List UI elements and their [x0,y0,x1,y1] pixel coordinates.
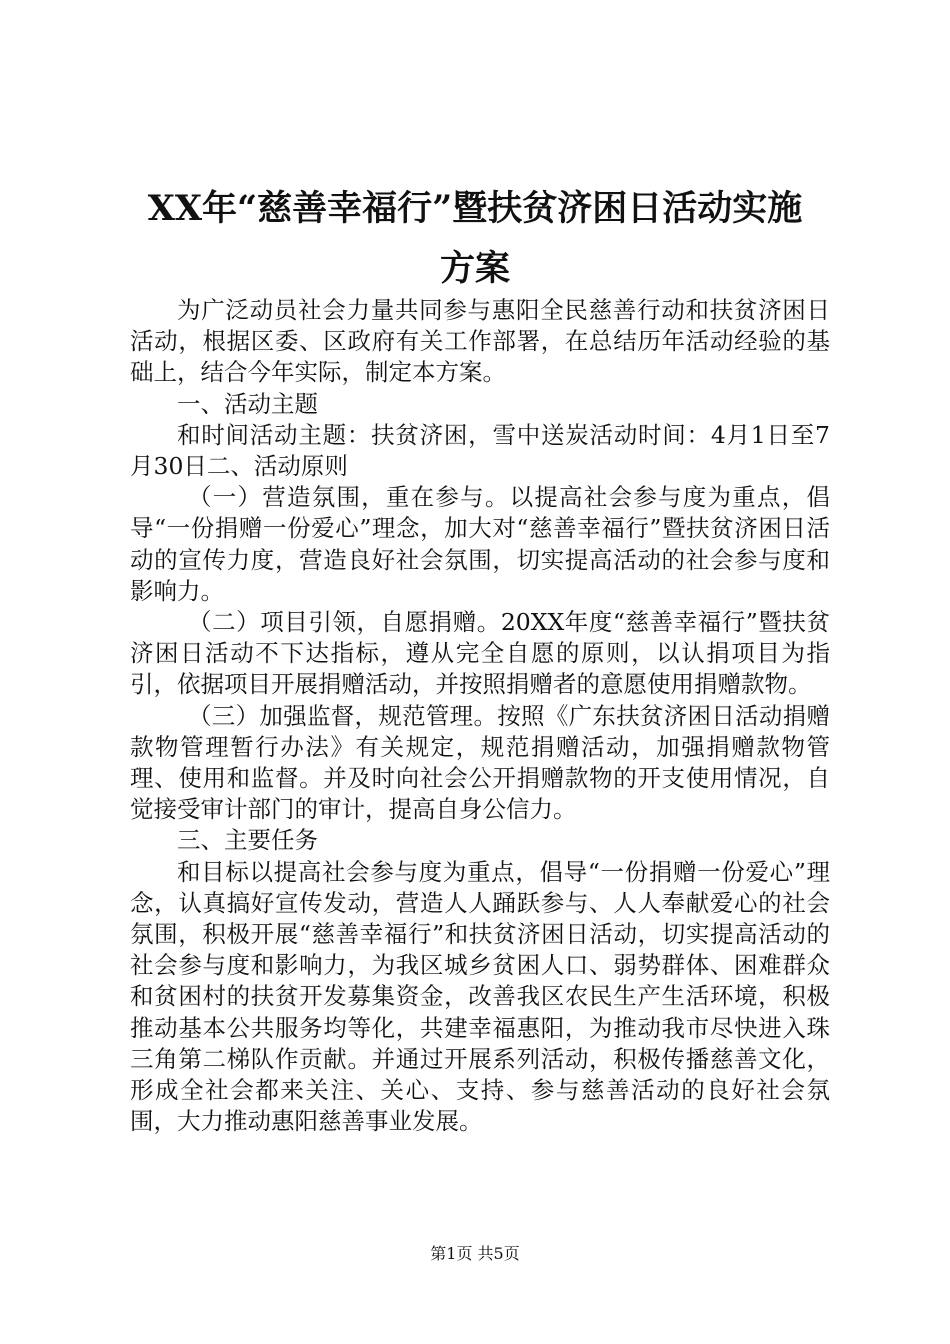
principle-1-paragraph: （一）营造氛围，重在参与。以提高社会参与度为重点，倡导“一份捐赠一份爱心”理念，加大对“慈善幸福行”暨扶贫济困日活动的宣传力度，营造良好社会氛围，切实提高活动的社会参与度和影响力。 [130,483,830,605]
document-title-line-1: XX年“慈善幸福行”暨扶贫济困日活动实施 [147,188,803,229]
intro-paragraph: 为广泛动员社会力量共同参与惠阳全民慈善行动和扶贫济困日活动，根据区委、区政府有关工作部署，在总结历年活动经验的基础上，结合今年实际，制定本方案。 [130,296,830,387]
document-title-line-2: 方案 [439,248,510,289]
page-number-footer: 第1页 共5页 [430,1244,520,1263]
section-heading-tasks: 三、主要任务 [177,826,318,855]
principle-2-paragraph: （二）项目引领，自愿捐赠。20XX年度“慈善幸福行”暨扶贫济困日活动不下达指标，遵从完全自愿的原则，以认捐项目为指引，依据项目开展捐赠活动，并按照捐赠者的意愿使用捐赠款物。 [130,608,830,699]
document-body [130,295,830,1137]
tasks-paragraph: 和目标以提高社会参与度为重点，倡导“一份捐赠一份爱心”理念，认真搞好宣传发动，营造人人踊跃参与、人人奉献爱心的社会氛围，积极开展“慈善幸福行”和扶贫济困日活动，切实提高活动的社会参与度和影响力，为我区城乡贫困人口、弱势群体、困难群众和贫困村的扶贫开发募集资金，改善我区农民生产生活环境，积极推动基本公共服务均等化，共建幸福惠阳，为推动我市尽快进入珠三角第二梯队作贡献。并通过开展系列活动，积极传播慈善文化，形成全社会都来关注、关心、支持、参与慈善活动的良好社会氛围，大力推动惠阳慈善事业发展。 [130,857,830,1136]
theme-and-time-paragraph: 和时间活动主题：扶贫济困，雪中送炭活动时间：4月1日至7月30日二、活动原则 [130,420,830,481]
principle-3-paragraph: （三）加强监督，规范管理。按照《广东扶贫济困日活动捐赠款物管理暂行办法》有关规定，规范捐赠活动，加强捐赠款物管理、使用和监督。并及时向社会公开捐赠款物的开支使用情况，自觉接受审计部门的审计，提高自身公信力。 [130,701,830,824]
section-heading-theme: 一、活动主题 [177,389,318,418]
